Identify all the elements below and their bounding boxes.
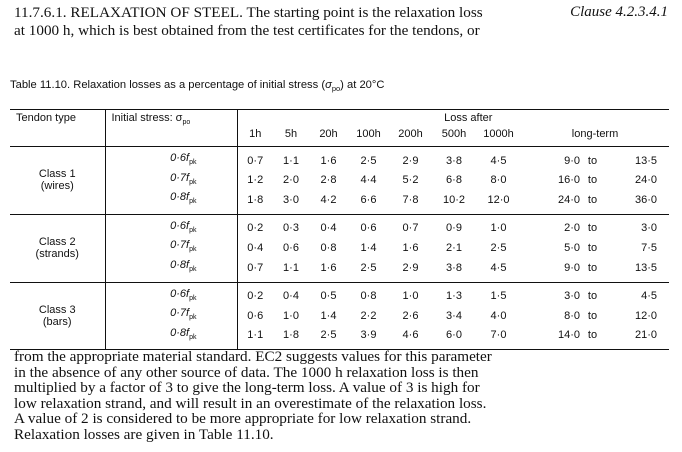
loss-value-500h: 6·8 [446,174,462,187]
initial-stress-cell [105,306,237,326]
long-term-to: to [587,193,598,206]
loss-value-200h: 7·8 [402,193,419,206]
long-term-high: 13·5 [635,154,658,167]
tendon-kind: (wires) [40,180,74,193]
stress-value: 0·6f [170,152,190,164]
long-term-low: 8·0 [564,309,580,322]
loss-value-20h: 0·4 [320,222,337,235]
initial-stress-cell [105,171,237,191]
tendon-kind: (bars) [42,315,72,328]
loss-value-1h: 0·4 [247,241,264,254]
header-spacer [10,140,669,147]
relaxation-loss-table [10,109,669,350]
loss-value-1h: 1·8 [247,193,264,206]
loss-value-1000h: 1·0 [490,222,507,235]
long-term-high: 4·5 [641,290,658,303]
loss-value-1h: 0·7 [247,154,264,167]
table-row [10,326,669,346]
caption-symbol: σ [325,79,332,91]
loss-value-5h: 0·4 [283,290,299,303]
long-term-high: 24·0 [635,174,658,187]
header-col-200h: 200h [398,127,423,140]
stress-value: 0·8f [170,191,190,204]
long-term-low: 9·0 [564,154,580,167]
long-term-high: 36·0 [635,193,658,206]
stress-sub: pk [189,178,197,186]
tendon-class: Class 1 [38,168,76,181]
long-term-to: to [587,222,598,235]
loss-value-20h: 2·5 [320,329,337,342]
caption-subscript: po [331,84,341,94]
initial-stress-cell [105,151,237,171]
body-line: low relaxation strand, and will result in an overestimate of the relaxation loss. [14,394,487,412]
loss-value-1h: 1·2 [247,174,264,187]
tendon-type-cell [10,282,105,350]
initial-stress-cell [105,219,237,239]
header-col-1000h: 1000h [483,127,514,140]
loss-value-1h: 0·6 [247,309,264,322]
header-row-1 [10,110,669,124]
loss-value-1000h: 4·5 [490,154,507,167]
stress-value: 0·6f [170,219,190,232]
loss-value-1000h: 12·0 [487,193,510,206]
header-col-500h: 500h [441,127,467,140]
header-loss-after: Loss after [444,111,493,124]
caption-suffix: ) at 20°C [340,79,385,91]
table-row [10,151,669,171]
long-term-low: 9·0 [564,261,580,274]
stress-value: 0·6f [170,287,190,300]
header-initial-stress-label: Initial stress: σ [111,112,183,124]
loss-value-20h: 1·4 [320,309,337,322]
initial-stress-cell [105,287,237,307]
tendon-kind: (strands) [35,248,79,261]
body-line: A value of 2 is considered to be more appropriate for low relaxation strand. [14,410,472,428]
initial-stress-cell [105,326,237,346]
loss-value-5h: 0·6 [283,241,299,254]
table-row [10,190,669,210]
long-term-to: to [587,290,598,303]
body-line: from the appropriate material standard. EC2 suggests values for this parameter [14,348,492,365]
header-col-1h: 1h [249,127,262,140]
long-term-low: 5·0 [564,241,580,254]
stress-value: 0·7f [170,171,190,184]
initial-stress-cell [105,190,237,210]
long-term-high: 7·5 [641,241,658,254]
table-row [10,306,669,326]
loss-value-5h: 1·1 [283,261,299,274]
loss-value-500h: 3·4 [446,309,462,322]
loss-value-5h: 2·0 [283,174,299,187]
loss-value-100h: 6·6 [360,193,377,206]
loss-value-500h: 3·8 [446,154,462,167]
tendon-class: Class 2 [38,236,76,249]
loss-value-1h: 0·2 [247,222,264,235]
stress-sub: pk [189,266,197,274]
header-col-100h: 100h [356,127,381,140]
stress-value: 0·7f [170,307,190,320]
loss-value-200h: 2·9 [402,261,419,274]
loss-value-200h: 2·9 [402,154,419,167]
table-caption [10,79,384,93]
stress-value: 0·7f [170,239,190,252]
stress-sub: pk [189,333,197,341]
loss-value-1000h: 1·5 [490,290,507,303]
long-term-to: to [587,261,598,274]
stress-sub: pk [189,159,197,167]
stress-sub: pk [189,314,197,322]
long-term-low: 2·0 [564,222,580,235]
loss-value-20h: 1·6 [320,154,337,167]
loss-value-200h: 1·0 [402,290,419,303]
loss-value-100h: 3·9 [360,329,377,342]
body-line: Relaxation losses are given in Table 11.10. [14,425,274,443]
table-row [10,219,669,239]
loss-value-5h: 1·0 [283,309,299,322]
loss-value-200h: 0·7 [402,222,419,235]
loss-value-100h: 2·5 [360,154,377,167]
long-term-to: to [587,329,598,342]
loss-value-1h: 0·7 [247,261,264,274]
long-term-low: 3·0 [564,290,580,303]
header-initial-stress-sub: po [182,119,191,127]
long-term-high: 12·0 [635,309,658,322]
tendon-type-cell [10,147,105,215]
header-col-5h: 5h [284,127,298,140]
initial-stress-cell [105,238,237,258]
loss-value-100h: 2·2 [360,309,377,322]
tendon-type-cell [10,214,105,282]
loss-value-5h: 3·0 [283,193,299,206]
loss-value-20h: 4·2 [320,193,337,206]
loss-value-100h: 0·6 [360,222,377,235]
clause-reference: Clause 4.2.3.4.1 [570,4,668,20]
heading-line-1: 11.7.6.1. RELAXATION OF STEEL. The starting point is the relaxation loss [14,4,483,21]
loss-value-200h: 2·6 [402,309,419,322]
stress-sub: pk [189,198,197,206]
long-term-low: 14·0 [557,329,580,342]
header-initial-stress [105,110,237,140]
caption-prefix: Table 11.10. Relaxation losses as a percentage of initial stress ( [10,79,326,91]
loss-value-500h: 3·8 [446,261,462,274]
loss-value-1h: 1·1 [247,329,264,342]
loss-value-1000h: 4·5 [490,261,507,274]
table-row [10,258,669,278]
loss-value-20h: 0·5 [320,290,337,303]
table-row [10,287,669,307]
loss-value-1000h: 4·0 [490,309,507,322]
long-term-high: 13·5 [635,261,658,274]
long-term-low: 16·0 [557,174,580,187]
loss-value-500h: 2·1 [446,241,462,254]
loss-value-100h: 0·8 [360,290,377,303]
loss-value-1h: 0·2 [247,290,264,303]
stress-value: 0·8f [170,258,190,271]
stress-sub: pk [189,294,197,302]
loss-value-500h: 10·2 [442,193,466,206]
loss-value-100h: 4·4 [360,174,377,187]
loss-value-500h: 0·9 [446,222,462,235]
long-term-high: 21·0 [635,329,658,342]
table-row [10,238,669,258]
header-col-20h: 20h [319,127,338,140]
body-line: in the absence of any other source of data. The 1000 h relaxation loss is then [14,363,479,381]
loss-value-1000h: 8·0 [490,174,507,187]
loss-value-20h: 0·8 [320,241,337,254]
loss-value-5h: 1·1 [283,154,299,167]
long-term-to: to [587,241,598,254]
stress-value: 0·8f [170,326,190,339]
table-row [10,171,669,191]
loss-value-500h: 1·3 [446,290,462,303]
loss-value-500h: 6·0 [446,329,462,342]
loss-value-200h: 4·6 [402,329,419,342]
long-term-high: 3·0 [641,222,658,235]
loss-value-20h: 2·8 [320,174,337,187]
loss-value-1000h: 2·5 [490,241,507,254]
long-term-to: to [587,154,598,167]
loss-value-1000h: 7·0 [490,329,507,342]
body-line: multiplied by a factor of 3 to give the long-term loss. A value of 3 is high for [14,379,480,397]
loss-value-100h: 1·4 [360,241,377,254]
heading-line-2: at 1000 h, which is best obtained from the test certificates for the tendons, or [14,22,480,39]
header-long-term: long-term [571,127,619,140]
loss-value-100h: 2·5 [360,261,377,274]
header-tendon-type: Tendon type [10,110,105,140]
long-term-low: 24·0 [557,193,580,206]
tendon-class: Class 3 [38,303,76,316]
stress-sub: pk [189,246,197,254]
loss-value-20h: 1·6 [320,261,337,274]
stress-sub: pk [189,226,197,234]
loss-value-200h: 1·6 [402,241,419,254]
loss-value-5h: 0·3 [283,222,299,235]
long-term-to: to [587,309,598,322]
initial-stress-cell [105,258,237,278]
long-term-to: to [587,174,598,187]
body-paragraph [14,349,492,443]
loss-value-5h: 1·8 [283,329,299,342]
loss-value-200h: 5·2 [402,174,419,187]
